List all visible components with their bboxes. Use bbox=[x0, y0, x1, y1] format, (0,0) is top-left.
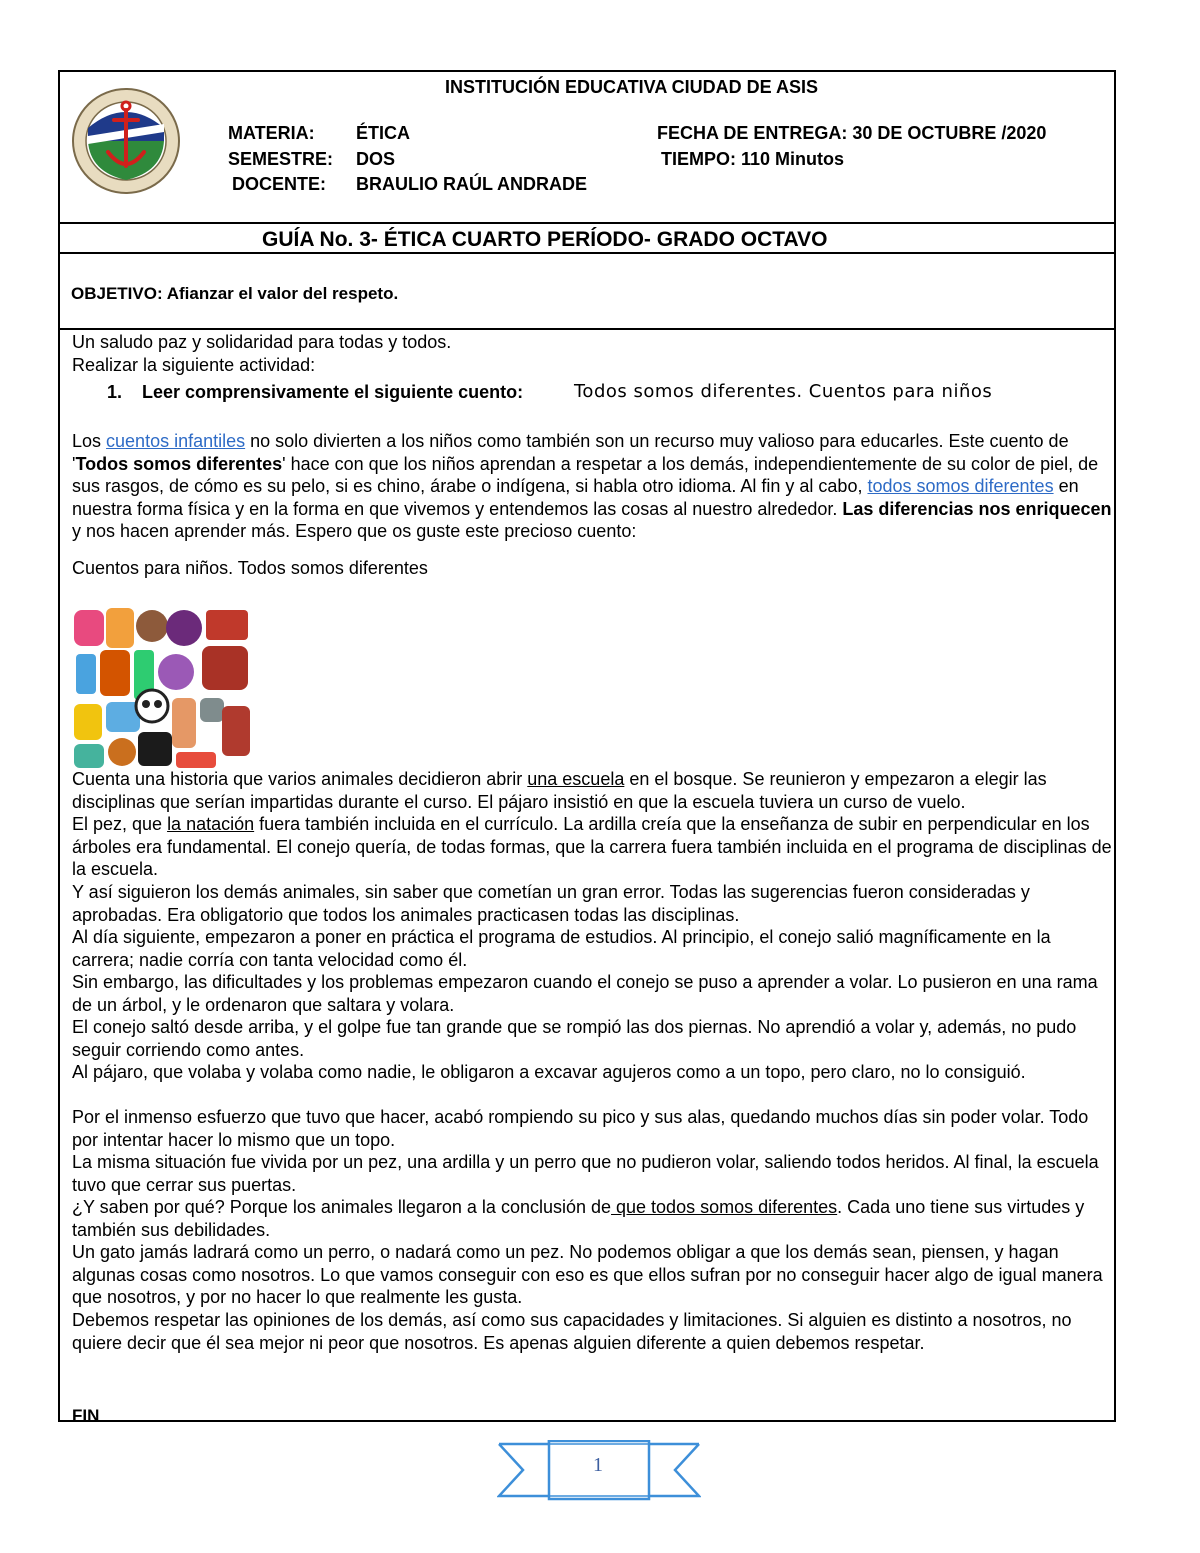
institution-name: INSTITUCIÓN EDUCATIVA CIUDAD DE ASIS bbox=[445, 77, 819, 97]
colorful-animals-illustration bbox=[72, 606, 252, 773]
docente-label: DOCENTE: bbox=[232, 174, 326, 194]
story-title: Todos somos diferentes. Cuentos para niños bbox=[574, 381, 993, 402]
activity-item-label: Leer comprensivamente el siguiente cuento: bbox=[142, 382, 524, 402]
story-paragraph: Sin embargo, las dificultades y los problemas empezaron cuando el conejo se puso a aprender a volar. Lo pusieron en una rama de un árbol, y le ordenaron que saltara y volara. bbox=[72, 972, 1098, 1015]
tiempo: TIEMPO: 110 Minutos bbox=[661, 149, 845, 169]
story-paragraph: El conejo saltó desde arriba, y el golpe fue tan grande que se rompió las dos piernas. No aprendió a volar y, además, no pudo seguir corriendo como antes. bbox=[72, 1017, 1077, 1060]
story-paragraph: Y así siguieron los demás animales, sin saber que cometían un gran error. Todas las sugerencias fueron consideradas y aprobadas. Era obligatorio que todos los animales practicasen todas las disciplinas. bbox=[72, 882, 1030, 925]
link-todos-somos-diferentes[interactable]: todos somos diferentes bbox=[867, 476, 1054, 496]
materia-label: MATERIA: bbox=[228, 123, 315, 143]
materia-value: ÉTICA bbox=[356, 123, 410, 143]
semestre-label: SEMESTRE: bbox=[228, 149, 334, 169]
link-cuentos-infantiles[interactable]: cuentos infantiles bbox=[106, 431, 246, 451]
intro-paragraph: Los cuentos infantiles no solo divierten a los niños como también son un recurso muy valioso para educarles. Este cuento de 'Todos somos diferentes' hace con que los niños aprendan a respetar a los demás, independientemente de su color de piel, de sus rasgos, de cómo es su pelo, si es chino, árabe o indígena, si habla otro idioma. Al fin y al cabo, todos somos diferentes en nuestra forma física y en la forma en que vivemos y entendemos las cosas al nuestro alrededor. Las diferencias nos enriquecen y nos hacen aprender más. Espero que os guste este precioso cuento: bbox=[72, 431, 1112, 541]
story-paragraph: La misma situación fue vivida por un pez, una ardilla y un perro que no pudieron volar, saliendo todos heridos. Al final, la escuela tuvo que cerrar sus puertas. bbox=[72, 1152, 1099, 1195]
guide-title: GUÍA No. 3- ÉTICA CUARTO PERÍODO- GRADO OCTAVO bbox=[262, 228, 828, 251]
story-paragraph: Al pájaro, que volaba y volaba como nadie, le obligaron a excavar agujeros como a un topo, pero claro, no lo consiguió. bbox=[72, 1062, 1026, 1082]
greeting: Un saludo paz y solidaridad para todas y todos. bbox=[72, 332, 452, 352]
story-paragraph: El pez, que la natación fuera también incluida en el currículo. La ardilla creía que la enseñanza de subir en perpendicular en los árboles era fundamental. El conejo quería, de todas formas, que la carrera fuera también incluida en el programa de disciplinas de la escuela. bbox=[72, 814, 1112, 879]
page-number: 1 bbox=[593, 1454, 603, 1476]
story-paragraph: Un gato jamás ladrará como un perro, o nadará como un pez. No podemos obligar a que los demás sean, piensen, y hagan algunas cosas como nosotros. Lo que vamos conseguir con eso es que ellos sufran por no conseguir hacer algo de igual manera que nosotros, y por no hacer lo que realmente les gusta. bbox=[72, 1242, 1103, 1307]
school-crest-anchor-icon bbox=[70, 86, 182, 201]
story-paragraph: Cuenta una historia que varios animales decidieron abrir una escuela en el bosque. Se reunieron y empezaron a elegir las disciplinas que serían impartidas durante el curso. El pájaro insistió en que la escuela tuviera un curso de vuelo. bbox=[72, 769, 1047, 812]
divider bbox=[60, 252, 1114, 254]
fecha-entrega: FECHA DE ENTREGA: 30 DE OCTUBRE /2020 bbox=[657, 123, 1047, 143]
activity-instruction: Realizar la siguiente actividad: bbox=[72, 355, 316, 375]
story-paragraph: Al día siguiente, empezaron a poner en práctica el programa de estudios. Al principio, el conejo salió magníficamente en la carrera; nadie corría con tanta velocidad como él. bbox=[72, 927, 1051, 970]
story-paragraph: Por el inmenso esfuerzo que tuvo que hacer, acabó rompiendo su pico y sus alas, quedando muchos días sin poder volar. Todo por intentar hacer lo mismo que un topo. bbox=[72, 1107, 1089, 1150]
document-frame bbox=[58, 70, 1116, 1425]
divider bbox=[60, 222, 1114, 224]
semestre-value: DOS bbox=[356, 149, 396, 169]
story-paragraph: ¿Y saben por qué? Porque los animales llegaron a la conclusión de que todos somos diferentes. Cada uno tiene sus virtudes y también sus debilidades. bbox=[72, 1197, 1085, 1240]
page-number-tab bbox=[497, 1440, 701, 1502]
list-number: 1. bbox=[107, 382, 123, 402]
caption: Cuentos para niños. Todos somos diferentes bbox=[72, 558, 428, 578]
docente-value: BRAULIO RAÚL ANDRADE bbox=[356, 174, 587, 194]
end-marker: FIN bbox=[72, 1406, 100, 1425]
objective: OBJETIVO: Afianzar el valor del respeto. bbox=[71, 284, 399, 303]
divider bbox=[60, 328, 1114, 330]
story-paragraph: Debemos respetar las opiniones de los demás, así como sus capacidades y limitaciones. Si alguien es distinto a nosotros, no quiere decir que él sea mejor ni peor que nosotros. Es apenas alguien diferente a quien debemos respetar. bbox=[72, 1310, 1072, 1353]
